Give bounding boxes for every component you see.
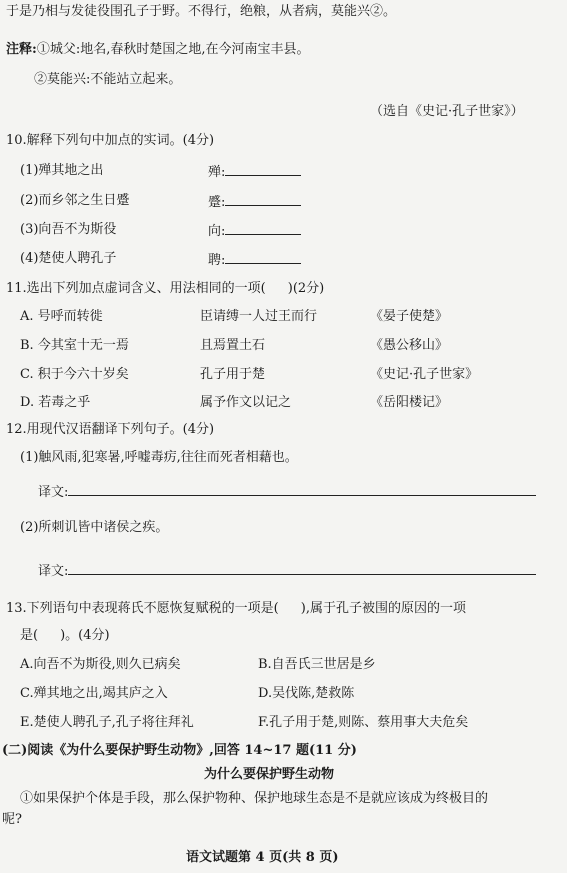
answer-blank[interactable]	[225, 163, 301, 176]
q13-stem-line-1	[6, 601, 466, 617]
q11-option-a-pair: 臣请缚一人过王而行	[200, 309, 318, 324]
q13-option-e: E.楚使人聘孔子,孔子将往拜礼	[20, 715, 194, 730]
q10-stem: 10.解释下列句中加点的实词。(4分)	[6, 133, 215, 148]
q12-translate-2	[38, 562, 536, 580]
q11-option-b-pair: 且焉置土石	[200, 338, 266, 353]
q13-stem-line-2	[20, 628, 110, 644]
q12-sentence-2: (2)所刺讥皆中诸侯之疾。	[20, 520, 169, 535]
q13-stem-d: )。(4分)	[60, 628, 110, 643]
q11-option-d-source: 《岳阳楼记》	[370, 395, 449, 410]
q11-stem	[6, 281, 324, 297]
q11-option-c-pair: 孔子用于楚	[200, 367, 266, 382]
q13-stem-c: 是(	[20, 628, 39, 643]
q11-option-c-source: 《史记·孔子世家》	[370, 367, 479, 382]
q10-item-1: (1)殚其地之出	[20, 163, 104, 178]
q10-char-3: 向:	[208, 224, 226, 239]
article-para-1-a: ①如果保护个体是手段，那么保护物种、保护地球生态是不是就应该成为终极目的	[20, 791, 489, 806]
q13-stem-a: 13.下列语句中表现蒋氏不愿恢复赋税的一项是(	[6, 601, 279, 616]
notes-line-1	[6, 42, 309, 58]
article-para-1-b: 呢?	[2, 812, 22, 827]
q10-char-4: 聘:	[208, 253, 226, 268]
q13-option-a: A.向吾不为斯役,则久已病矣	[20, 657, 181, 672]
q10-answer-1	[208, 163, 301, 181]
q11-stem-a: 11.选出下列加点虚词含义、用法相同的一项(	[6, 281, 266, 296]
q11-option-d-pair: 属予作文以记之	[200, 395, 292, 410]
translation-blank-1[interactable]	[68, 483, 536, 496]
q10-answer-4	[208, 251, 301, 269]
q11-option-a: A. 号呼而转徙	[20, 309, 103, 324]
q10-char-2: 蹙:	[208, 195, 226, 210]
q13-option-f: F.孔子用于楚,则陈、蔡用事大夫危矣	[258, 715, 469, 730]
q13-option-c: C.殚其地之出,竭其庐之入	[20, 686, 168, 701]
answer-blank[interactable]	[225, 193, 301, 206]
translate-label-1: 译文:	[38, 485, 69, 500]
note-2: ②莫能兴:不能站立起来。	[34, 72, 182, 87]
answer-blank[interactable]	[225, 251, 301, 264]
q11-option-b: B. 今其室十无一焉	[20, 338, 129, 353]
q11-option-d: D. 若毒之乎	[20, 395, 91, 410]
answer-blank[interactable]	[225, 222, 301, 235]
q10-item-4: (4)楚使人聘孔子	[20, 251, 117, 266]
note-1: ①城父:地名,春秋时楚国之地,在今河南宝丰县。	[36, 42, 310, 57]
q10-answer-2	[208, 193, 301, 211]
section-2-heading: (二)阅读《为什么要保护野生动物》,回答 14~17 题(11 分)	[2, 743, 357, 758]
q12-translate-1	[38, 483, 536, 501]
q11-option-a-source: 《晏子使楚》	[370, 309, 449, 324]
q10-item-2: (2)而乡邻之生日蹙	[20, 193, 130, 208]
q11-option-b-source: 《愚公移山》	[370, 338, 449, 353]
q11-option-c: C. 积于今六十岁矣	[20, 367, 129, 382]
q10-answer-3	[208, 222, 301, 240]
translate-label-2: 译文:	[38, 564, 69, 579]
q11-stem-b: )(2分)	[287, 281, 325, 296]
notes-label: 注释:	[6, 42, 37, 57]
q10-char-1: 殚:	[208, 165, 226, 180]
article-title: 为什么要保护野生动物	[204, 767, 335, 782]
q12-sentence-1: (1)触风雨,犯寒暑,呼嘘毒疠,往往而死者相藉也。	[20, 450, 298, 465]
intro-line: 于是乃相与发徒役围孔子于野。不得行，绝粮，从者病，莫能兴②。	[6, 4, 397, 19]
q10-item-3: (3)向吾不为斯役	[20, 222, 117, 237]
source-citation: （选自《史记·孔子世家》）	[370, 104, 524, 119]
q13-stem-b: ),属于孔子被围的原因的一项	[300, 601, 466, 616]
q12-stem: 12.用现代汉语翻译下列句子。(4分)	[6, 422, 215, 437]
q13-option-d: D.吴伐陈,楚救陈	[258, 686, 355, 701]
q13-option-b: B.自吾氏三世居是乡	[258, 657, 376, 672]
translation-blank-2[interactable]	[68, 562, 536, 575]
page-footer: 语文试题第 4 页(共 8 页)	[186, 850, 339, 865]
